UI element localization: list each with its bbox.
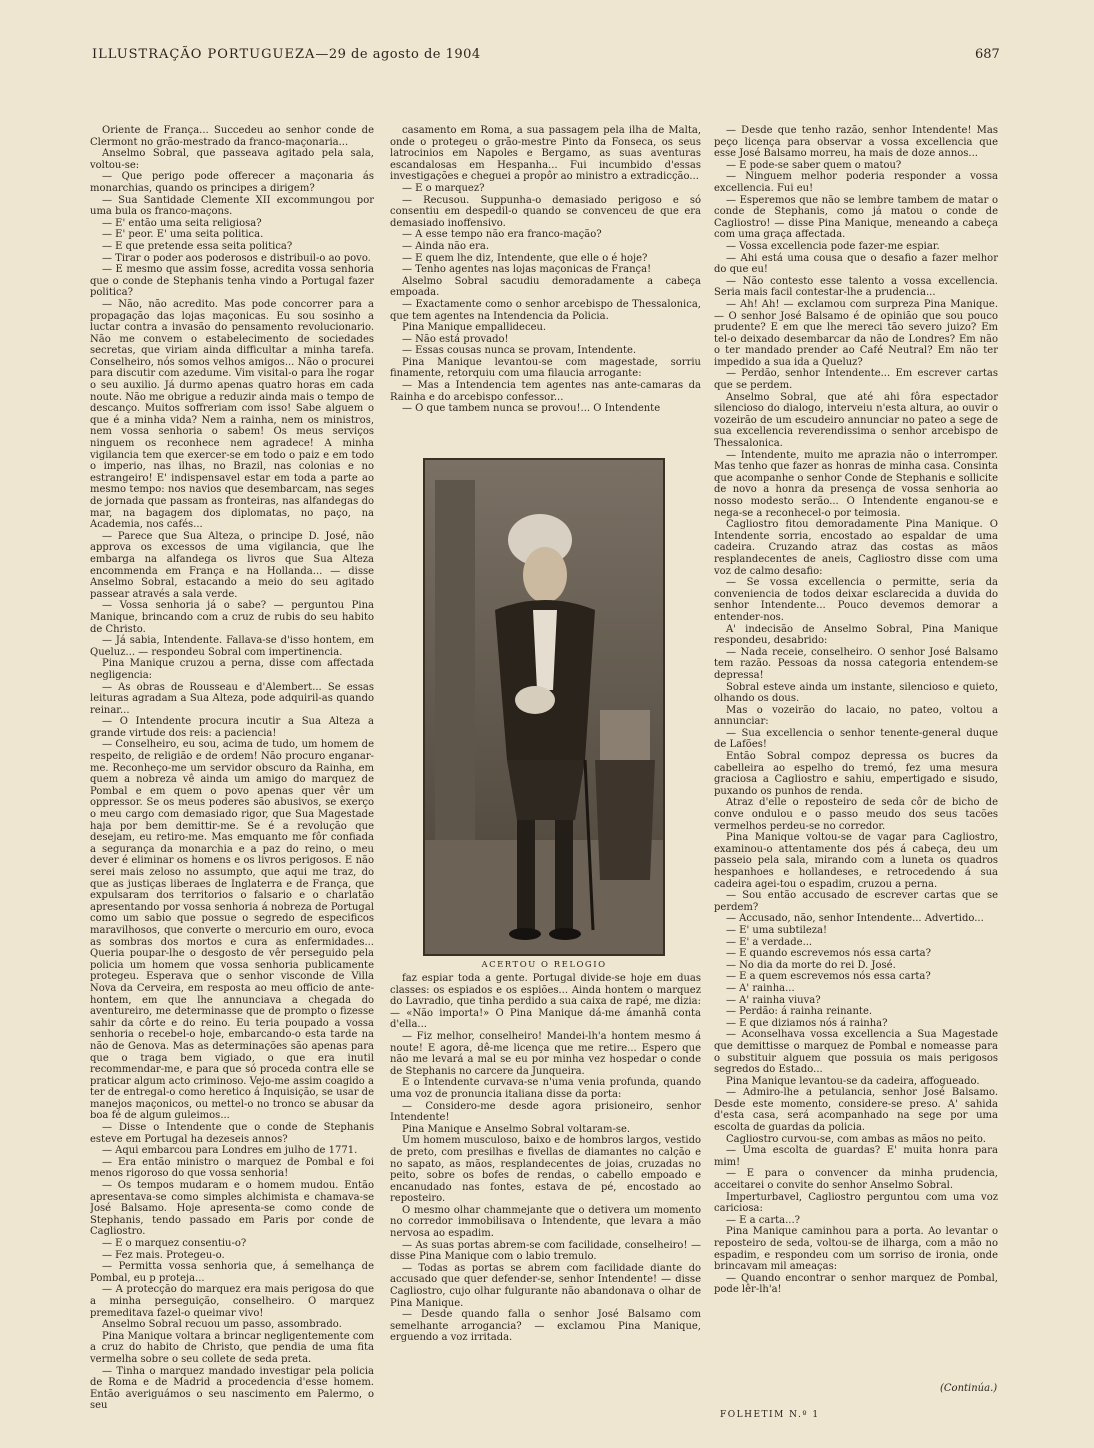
paragraph: — Perdão: á rainha reinante. xyxy=(726,1006,873,1018)
paragraph: Cagliostro curvou-se, com ambas as mãos no peito. xyxy=(726,1133,986,1145)
paragraph: — E' peor. E' uma seita politica. xyxy=(102,229,264,241)
paragraph: — Conselheiro, eu sou, acima de tudo, um homem de respeito, de religião e de ordem! Não procuro enganar-me. Reconheço-me um servidor obscuro da Rainha, em quem a nobreza vê ainda um amigo do marquez de Pombal e em quem o povo apenas quer vêr um oppressor. Se os meus poderes são abusivos, se exerço o meu cargo com demasiado rigor, que Sua Magestade haja por bem demittir-me. Se é a revolução que desejam, eu retiro-me. Mas emquanto me fôr confiada a segurança da monarchia e a paz do reino, o meu dever é eliminar os homens e os livros perigosos. E não serei mais zeloso no assumpto, que aqui me traz, do que as justiças liberaes de Inglaterra e de França, que expulsaram dos territorios o falsario e o charlatão apresentando por vossa senhoria á nobreza de Portugal como um sabio que possue o segredo de especificos maravilhosos, que converte o mercurio em ouro, evoca as sombras dos mortos e cura as enfermidades... Queria poupar-lhe o desgosto de vêr perseguido pela policia um homem que vossa senhoria publicamente protegeu. Esperava que o senhor visconde de Villa Nova da Cerveira, em resposta ao meu officio de ante-hontem, em que lhe annunciava a chegada do aventureiro, me determinasse que de prompto o fizesse sahir da côrte e do reino. Eu teria poupado a vossa senhoria o recebel-o hoje, embarcando-o esta tarde na não de Genova. Mas as determinações são apenas para que o traga bem vigiado, o que era inutil recommendar-me, e para que só proceda contra elle se praticar algum acto criminoso. Vejo-me assim coagido a ter de entregal-o como heretico á Inquisição, se usar de manejos maçonicos, ou mettel-o no tronco se abusar da boa fé de algum guleimos... xyxy=(90,739,374,1122)
paragraph: E o Intendente curvava-se n'uma venia profunda, quando uma voz de pronuncia italiana disse da porta: xyxy=(390,1077,701,1100)
paragraph: — E' então uma seita religiosa? xyxy=(102,217,262,229)
paragraph: — Intendente, muito me aprazia não o interromper. Mas tenho que fazer as honras de minha casa. Consinta que acompanhe o senhor Conde de Stephanis e sollicite de novo a honra da presença de vossa senhoria ao nosso modesto serão... O Intendente enganou-se e nega-se a reconhecel-o por teimosia. xyxy=(714,449,998,519)
paragraph: — E para o convencer da minha prudencia, acceitarei o convite do senhor Anselmo Sobral. xyxy=(714,1168,998,1192)
paragraph: — Sou então accusado de escrever cartas que se perdem? xyxy=(714,890,998,913)
paragraph: — As suas portas abrem-se com facilidade, conselheiro! — disse Pina Manique com o labio tremulo. xyxy=(390,1239,701,1263)
paragraph: — E mesmo que assim fosse, acredita vossa senhoria que o conde de Stephanis tenha vindo a Portugal fazer politica? xyxy=(90,264,374,299)
paragraph: Pina Manique cruzou a perna, disse com affectada negligencia: xyxy=(90,658,374,681)
paragraph: — Tenho agentes nas lojas maçonicas de França! xyxy=(402,264,652,276)
paragraph: — Vossa excellencia pode fazer-me espiar. xyxy=(726,240,940,252)
paragraph: — Uma escolta de guardas? E' muita honra para mim! xyxy=(714,1145,998,1168)
publication-title: ILLUSTRAÇÃO PORTUGUEZA xyxy=(92,47,316,62)
paragraph: — Perdão, senhor Intendente... Em escrever cartas que se perdem. xyxy=(714,368,998,392)
illustration xyxy=(423,458,665,956)
text-column-2-top xyxy=(390,125,701,443)
paragraph: — Tirar o poder aos poderosos e distribuil-o ao povo. xyxy=(102,252,371,264)
paragraph: Sobral esteve ainda um instante, silencioso e quieto, olhando os dous. xyxy=(714,681,998,705)
paragraph: — O Intendente procura incutir a Sua Alteza a grande virtude dos reis: a paciencia! xyxy=(90,716,374,739)
paragraph: Pina Manique voltou-se de vagar para Cagliostro, examinou-o attentamente dos pés á cabeça, deu um passeio pela sala, mirando com a luneta os quadros hespanhoes e hollandeses, e retrocedendo á sua cadeira agei-tou o espadim, cruzou a perna. xyxy=(714,832,998,890)
text-column-1 xyxy=(90,125,374,1435)
paragraph: — Tinha o marquez mandado investigar pela policia de Roma e de Madrid a procedencia d'esse homem. Então averiguámos o seu nascimento em Palermo, o seu xyxy=(90,1365,374,1412)
paragraph: — Vossa senhoria já o sabe? — perguntou Pina Manique, brincando com a cruz de rubis do seu habito de Christo. xyxy=(90,600,374,635)
paragraph: — Que perigo pode offerecer a maçonaria ás monarchias, quando os principes a dirigem? xyxy=(90,171,374,194)
paragraph: — Ah! Ah! — exclamou com surpreza Pina Manique. — O senhor José Balsamo é de opinião que sou pouco prudente? E em que lhe mereci tão severo juizo? Em tel-o deixado desembarcar da não de Londres? Em não o ter mandado prender ao Café Neutral? Em não ter impedido a sua ida a Queluz? xyxy=(714,298,998,368)
paragraph: faz espiar toda a gente. Portugal divide-se hoje em duas classes: os espiados e os espiões... Ainda hontem o marquez do Lavradio, que tinha perdido a sua caixa de rapé, me dizia: — «Não importa!» O Pina Manique dá-me ámanhã conta d'ella... xyxy=(390,973,701,1031)
paragraph: — Desde que tenho razão, senhor Intendente! Mas peço licença para observar a vossa excellencia que esse José Balsamo morreu, ha mais de doze annos... xyxy=(714,125,998,160)
paragraph: O mesmo olhar chammejante que o detivera um momento no corredor immobilisava o Intendente, que levara a mão nervosa ao espadim. xyxy=(390,1204,701,1240)
paragraph: — Mas a Intendencia tem agentes nas ante-camaras da Rainha e do arcebispo confessor... xyxy=(390,380,701,403)
illustration-caption: ACERTOU O RELOGIO xyxy=(481,960,607,970)
paragraph: — Fiz melhor, conselheiro! Mandei-lh'a hontem mesmo á noute! E agora, dê-me licença que me retire... Espero que não me levará a mal se eu por minha vez hospedar o conde de Stephanis no carcere da Junqueira. xyxy=(390,1030,701,1077)
paragraph: — Exactamente como o senhor arcebispo de Thessalonica, que tem agentes na Intendencia da Policia. xyxy=(390,298,701,322)
paragraph: — Admiro-lhe a petulancia, senhor José Balsamo. Desde este momento, considere-se preso. A' sahida d'esta casa, será acompanhado na sege por uma escolta de guardas da policia. xyxy=(714,1087,998,1134)
paragraph: — Já sabia, Intendente. Fallava-se d'isso hontem, em Queluz... — respondeu Sobral com impertinencia. xyxy=(90,635,374,658)
paragraph: — Ahi está uma cousa que o desafio a fazer melhor do que eu! xyxy=(714,252,998,276)
folhetim-label: FOLHETIM N.º 1 xyxy=(720,1410,820,1420)
paragraph: Pina Manique caminhou para a porta. Ao levantar o reposteiro de seda, voltou-se de ilharga, com a mão no espadim, e respondeu com um sorriso de ironia, onde brincavam mil ameaças: xyxy=(714,1226,998,1273)
paragraph: — Permitta vossa senhoria que, á semelhança de Pombal, eu p proteja... xyxy=(90,1261,374,1284)
paragraph: — Ninguem melhor poderia responder a vossa excellencia. Fui eu! xyxy=(714,171,998,194)
paragraph: — Recusou. Suppunha-o demasiado perigoso e só consentiu em despedil-o quando se convenceu de que era demasiado inoffensivo. xyxy=(390,194,701,229)
paragraph: — Sua excellencia o senhor tenente-general duque de Lafões! xyxy=(714,727,998,751)
paragraph: — Considero-me desde agora prisioneiro, senhor Intendente! xyxy=(390,1100,701,1124)
illustration-figure xyxy=(425,460,663,954)
paragraph: — E a carta...? xyxy=(726,1214,801,1226)
paragraph: — Todas as portas se abrem com facilidade diante do accusado que quer defender-se, senhor Intendente! — disse Cagliostro, cujo olhar fulgurante não abandonava o olhar de Pina Manique. xyxy=(390,1262,701,1309)
text-column-3 xyxy=(714,125,998,1385)
paragraph: Alselmo Sobral sacudiu demoradamente a cabeça empoada. xyxy=(390,275,701,299)
paragraph: — E o marquez consentiu-o? xyxy=(102,1238,247,1249)
paragraph: — E quem lhe diz, Intendente, que elle o é hoje? xyxy=(402,252,648,264)
paragraph: Pina Manique levantou-se com magestade, sorriu finamente, retorquiu com uma filaucia arrogante: xyxy=(390,356,701,380)
paragraph: — No dia da morte do rei D. José. xyxy=(726,959,896,971)
paragraph: — Nada receie, conselheiro. O senhor José Balsamo tem razão. Pessoas da nossa categoria entendem-se depressa! xyxy=(714,646,998,681)
paragraph: Cagliostro fitou demoradamente Pina Manique. O Intendente sorria, encostado ao espaldar de uma cadeira. Cruzando atraz das costas as mãos resplandecentes de aneis, Cagliostro disse com uma voz de calmo desafio: xyxy=(714,519,998,577)
paragraph: — E quando escrevemos nós essa carta? xyxy=(726,948,932,960)
paragraph: Então Sobral compoz depressa os bucres da cabelleira ao espelho do tremó, fez uma mesura graciosa a Cagliostro e sahiu, empertigado e sisudo, puxando os punhos de renda. xyxy=(714,751,998,797)
text-column-2-bottom xyxy=(390,973,701,1435)
paragraph: Pina Manique levantou-se da cadeira, affogueado. xyxy=(726,1075,980,1087)
paragraph: — E a quem escrevemos nós essa carta? xyxy=(726,971,931,983)
paragraph: — E' uma subtileza! xyxy=(726,924,828,936)
paragraph: Imperturbavel, Cagliostro perguntou com uma voz cariciosa: xyxy=(714,1191,998,1215)
paragraph: — Não contesto esse talento a vossa excellencia. Seria mais facil contestar-lhe a prudencia... xyxy=(714,275,998,299)
continued-note: (Continúa.) xyxy=(940,1383,998,1394)
paragraph: Atraz d'elle o reposteiro de seda côr de bicho de conve ondulou e o passo meudo dos seus tacões vermelhos perdeu-se no corredor. xyxy=(714,797,998,832)
paragraph: — Ainda não era. xyxy=(402,240,490,252)
paragraph: — A esse tempo não era franco-mação? xyxy=(402,229,602,241)
paragraph: Um homem musculoso, baixo e de hombros largos, vestido de preto, com presilhas e fivellas de diamantes no calção e no sapato, as mãos, resplandecentes de joias, cruzadas no peito, sobre os bofes de rendas, o cabello empoado e encanudado nas fontes, estava de pé, encostado ao reposteiro. xyxy=(390,1135,701,1205)
paragraph: — Parece que Sua Alteza, o principe D. José, não approva os excessos de uma vigilancia, que lhe embarga na alfandega os livros que Sua Alteza encommenda em França e na Hollanda... — disse Anselmo Sobral, estacando a meio do seu agitado passear através a sala verde. xyxy=(90,530,374,600)
paragraph: — Accusado, não, senhor Intendente... Advertido... xyxy=(726,913,984,925)
paragraph: — O que tambem nunca se provou!... O Intendente xyxy=(402,403,661,415)
page-number: 687 xyxy=(975,47,1000,62)
paragraph: Mas o vozeirão do lacaio, no pateo, voltou a annunciar: xyxy=(714,704,998,728)
paragraph: — A protecção do marquez era mais perigosa do que a minha perseguição, conselheiro. O marquez premeditava fazel-o queimar vivo! xyxy=(90,1284,374,1319)
paragraph: — A' rainha... xyxy=(726,982,795,994)
paragraph: — Esperemos que não se lembre tambem de matar o conde de Stephanis, como já matou o conde de Cagliostro! — disse Pina Manique, meneando a cabeça com uma graça affectada. xyxy=(714,194,998,241)
paragraph: — E' a verdade... xyxy=(726,936,813,948)
running-header xyxy=(92,47,481,62)
paragraph: — Fez mais. Protegeu-o. xyxy=(102,1249,225,1261)
paragraph: — Disse o Intendente que o conde de Stephanis esteve em Portugal ha dezeseis annos? xyxy=(90,1122,374,1145)
paragraph: A' indecisão de Anselmo Sobral, Pina Manique respondeu, desabrido: xyxy=(714,623,998,647)
paragraph: — As obras de Rousseau e d'Alembert... Se essas leituras agradam a Sua Alteza, pode adquiril-as quando reinar... xyxy=(90,681,374,716)
paragraph: — A' rainha viuva? xyxy=(726,994,821,1006)
paragraph: — E que diziamos nós á rainha? xyxy=(726,1017,888,1029)
paragraph: — E o marquez? xyxy=(402,182,485,194)
paragraph: — Aqui embarcou para Londres em julho de 1771. xyxy=(102,1145,358,1157)
paragraph: — Essas cousas nunca se provam, Intendente. xyxy=(402,345,637,357)
paragraph: — E pode-se saber quem o matou? xyxy=(726,159,902,171)
paragraph: Oriente de França... Succedeu ao senhor conde de Clermont no grão-mestrado da franco-maçonaria... xyxy=(90,125,374,148)
paragraph: — Aconselhava vossa excellencia a Sua Magestade que demittisse o marquez de Pombal e nomeasse para o substituir alguem que possuia os mais perigosos segredos do Estado... xyxy=(714,1029,998,1076)
paragraph: Anselmo Sobral, que até ahi fôra espectador silencioso do dialogo, interveiu n'esta altura, ao ouvir o vozeirão de um escudeiro annunciar no pateo a sege de sua excellencia reverendissima o senhor arcebispo de Thessalonica. xyxy=(714,391,998,450)
paragraph: Pina Manique e Anselmo Sobral voltaram-se. xyxy=(402,1123,631,1135)
paragraph: Pina Manique voltara a brincar negligentemente com a cruz do habito de Christo, que pendia de uma fita vermelha sobre o seu collete de seda preta. xyxy=(90,1330,374,1365)
paragraph: Anselmo Sobral recuou um passo, assombrado. xyxy=(102,1319,342,1331)
paragraph: — Os tempos mudaram e o homem mudou. Então apresentava-se como simples alchimista e chamava-se José Balsamo. Hoje apresenta-se como conde de Stephanis, tendo passado em Paris por conde de Cagliostro. xyxy=(90,1180,374,1238)
paragraph: — Não, não acredito. Mas pode concorrer para a propagação das lojas maçonicas. Eu sou sosinho a luctar contra a invasão do pensamento revolucionario. Não me convem o estabelecimento de sociedades secretas, que viriam ainda difficultar a minha tarefa. Conselheiro, nós somos velhos amigos... Não o procurei para discutir com azedume. Vim visital-o para lhe rogar o seu auxilio. Já durmo apenas quatro horas em cada noute. Não me obrigue a reduzir ainda mais o tempo de descanço. Muitos soffreriam com isso! Sabe alguem o que é a minha vida? Nem a rainha, nem os ministros, nem vossa senhoria o sabem! Os meus serviços ninguem os reconhece nem agradece! A minha vigilancia tem que exercer-se em todo o paiz e em todo o imperio, nas ilhas, no Brazil, nas colonias e no estrangeiro! E' indispensavel estar em toda a parte ao mesmo tempo: nos navios que desembarcam, nas seges de jornada que passam as fronteiras, nas alfandegas do mar, na bagagem dos diplomatas, no paço, na Academia, nos cafés... xyxy=(90,298,374,531)
paragraph: casamento em Roma, a sua passagem pela ilha de Malta, onde o protegeu o grão-mestre Pinto da Fonseca, os seus latrocinios em Napoles e Bergamo, as suas aventuras escandalosas em Hespanha... Fui incumbido d'essas investigações e cheguei a propôr ao ministro a extradicção... xyxy=(390,125,701,183)
paragraph: — E que pretende essa seita politica? xyxy=(102,240,293,252)
paragraph: Pina Manique empallideceu. xyxy=(402,322,547,334)
paragraph: Anselmo Sobral, que passeava agitado pela sala, voltou-se: xyxy=(90,148,374,171)
issue-date: —29 de agosto de 1904 xyxy=(315,47,481,62)
paragraph: — Era então ministro o marquez de Pombal e foi menos rigoroso do que vossa senhoria! xyxy=(90,1156,374,1180)
paragraph: — Se vossa excellencia o permitte, seria da conveniencia de todos deixar esclarecida a duvida do senhor Intendente... Pouco devemos demorar a entender-nos. xyxy=(714,577,998,623)
paragraph: — Não está provado! xyxy=(402,333,509,345)
paragraph: — Desde quando falla o senhor José Balsamo com semelhante arrogancia? — exclamou Pina Manique, erguendo a voz irritada. xyxy=(390,1309,701,1344)
paragraph: — Sua Santidade Clemente XII excommungou por uma bula os franco-maçons. xyxy=(90,194,374,218)
paragraph: — Quando encontrar o senhor marquez de Pombal, pode lêr-lh'a! xyxy=(714,1272,998,1296)
